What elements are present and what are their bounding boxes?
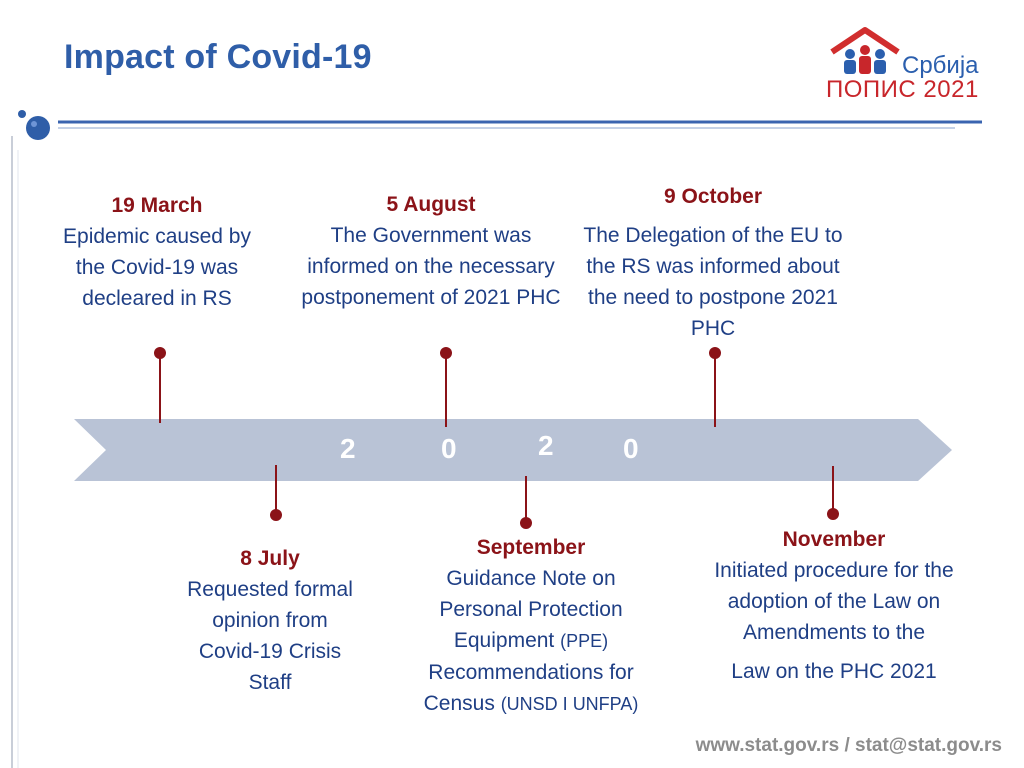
event-text: Requested formal opinion from Covid-19 Crisis Staff <box>187 578 353 694</box>
event-text: The Delegation of the EU to the RS was informed about the need to postpone 2021 PHC <box>583 224 843 340</box>
logo-country-text: Србија <box>902 52 979 79</box>
event-8-july <box>186 543 354 698</box>
year-digit-2: 0 <box>441 433 457 464</box>
marker-9-october <box>709 347 721 427</box>
event-9-october <box>580 181 846 344</box>
event-date: September <box>476 536 586 559</box>
page-title: Impact of Covid-19 <box>64 38 372 76</box>
year-digit-4: 0 <box>623 433 639 464</box>
event-date: 8 July <box>240 547 300 570</box>
event-text: Recommendations for Census <box>423 661 634 715</box>
event-19-march <box>50 190 264 314</box>
event-date: 9 October <box>663 185 763 208</box>
year-digit-3: 2 <box>538 430 554 461</box>
year-digit-1: 2 <box>340 433 356 464</box>
event-text: Epidemic caused by the Covid-19 was decleared in RS <box>63 225 251 310</box>
event-date: 5 August <box>386 193 476 216</box>
event-november <box>704 524 964 687</box>
event-date: 19 March <box>111 194 203 217</box>
footer-contact: www.stat.gov.rs / stat@stat.gov.rs <box>695 735 1002 756</box>
event-text: Guidance Note on Personal Protection Equipment <box>439 567 623 652</box>
event-text: Initiated procedure for the adoption of the Law on Amendments to the <box>714 559 954 644</box>
event-5-august <box>296 189 566 313</box>
event-text: The Government was informed on the necessary postponement of 2021 PHC <box>301 224 561 309</box>
event-text-abbrev: (PPE) <box>560 631 609 651</box>
marker-september <box>520 476 532 529</box>
event-september <box>408 532 654 720</box>
event-text-abbrev: (UNSD I UNFPA) <box>500 694 639 714</box>
marker-5-august <box>440 347 452 427</box>
marker-19-march <box>154 347 166 423</box>
timeline-arrow <box>74 419 952 481</box>
event-text: Law on the PHC 2021 <box>731 660 937 683</box>
logo-census-text: ПОПИС 2021 <box>826 76 979 103</box>
event-date: November <box>782 528 886 551</box>
